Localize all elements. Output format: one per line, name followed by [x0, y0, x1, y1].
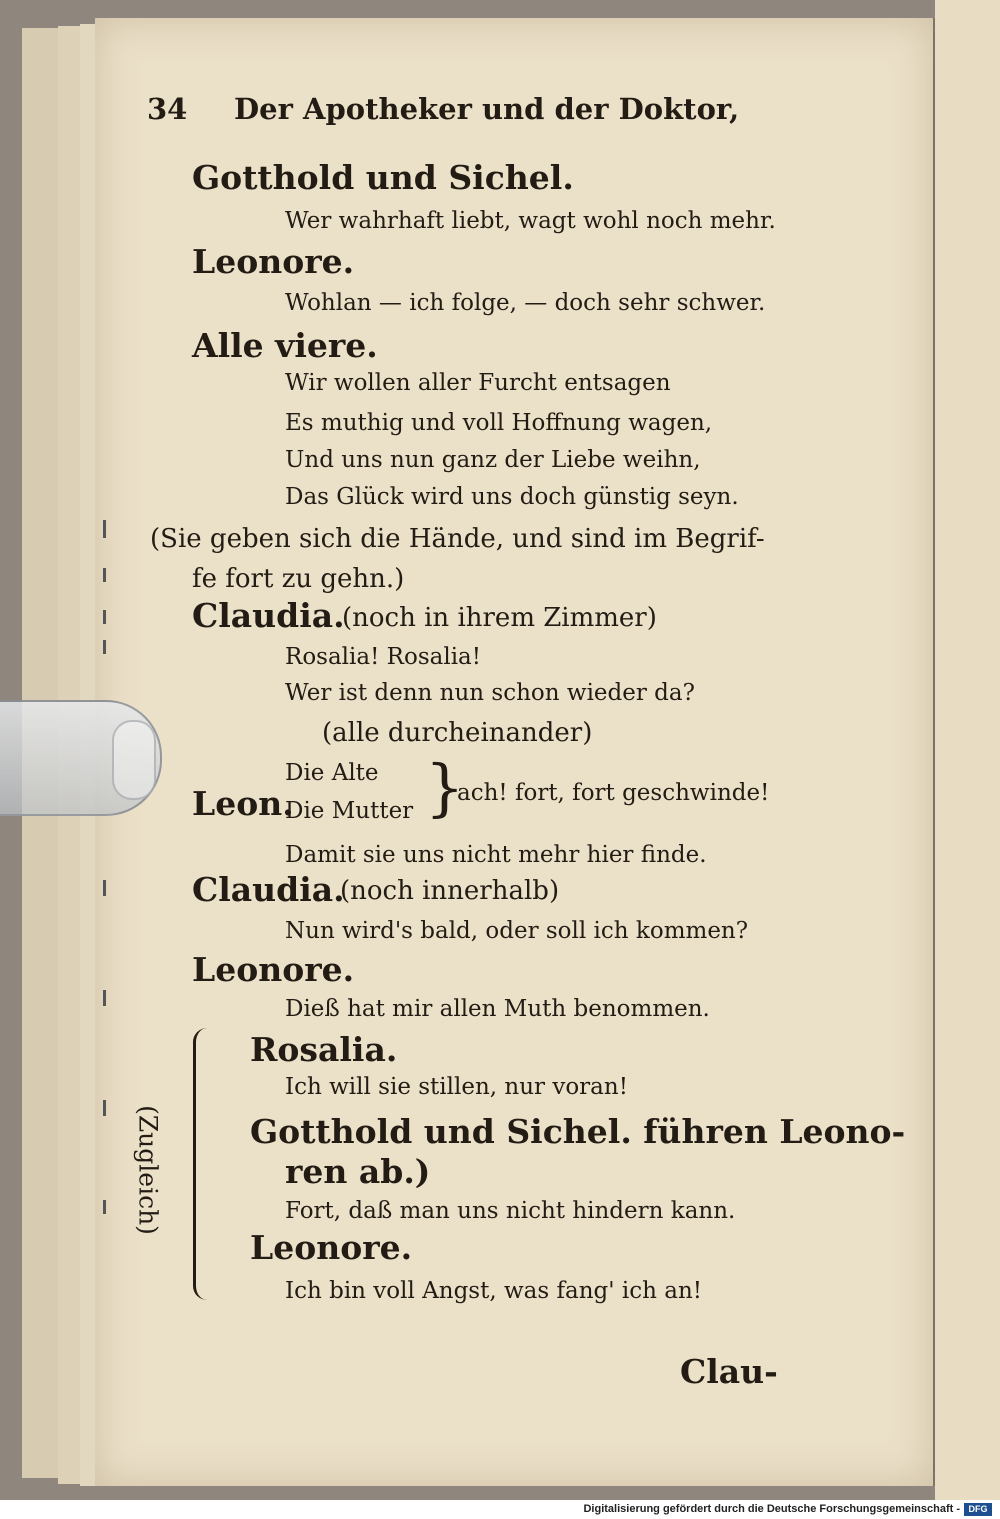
- stage-direction: (noch innerhalb): [340, 876, 560, 906]
- verse-line: Wir wollen aller Furcht entsagen: [285, 370, 671, 396]
- verse-line: Und uns nun ganz der Liebe weihn,: [285, 447, 701, 473]
- stage-direction: (Sie geben sich die Hände, und sind im Begrif-: [150, 524, 765, 554]
- verse-line: Damit sie uns nicht mehr hier finde.: [285, 842, 707, 868]
- speaker-gotthold-sichel: Gotthold und Sichel.: [192, 158, 574, 197]
- clip-highlight: [112, 720, 156, 800]
- verse-line: Rosalia! Rosalia!: [285, 644, 482, 670]
- verse-line: Dieß hat mir allen Muth benommen.: [285, 996, 710, 1022]
- book-page: [95, 18, 935, 1486]
- character-name: Die Alte: [285, 760, 379, 786]
- speaker-claudia: Claudia.: [192, 870, 345, 909]
- speaker-claudia: Claudia.: [192, 596, 345, 635]
- dfg-logo: DFG: [964, 1503, 992, 1516]
- verse-line: Fort, daß man uns nicht hindern kann.: [285, 1198, 736, 1224]
- binding-mark: [103, 1200, 106, 1214]
- speaker-leonore: Leonore.: [250, 1228, 413, 1267]
- verse-line: Ich will sie stillen, nur voran!: [285, 1074, 628, 1100]
- speaker-leonore: Leonore.: [192, 242, 355, 281]
- speaker-alle-viere: Alle viere.: [192, 326, 378, 365]
- page-clip: [0, 700, 162, 816]
- stage-direction: (alle durcheinander): [322, 718, 593, 748]
- stage-direction: ren ab.): [285, 1152, 431, 1191]
- zugleich-label: (Zugleich): [133, 1105, 163, 1235]
- binding-mark: [103, 568, 106, 582]
- verse-line: Wer ist denn nun schon wieder da?: [285, 680, 695, 706]
- verse-line: Wohlan — ich folge, — doch sehr schwer.: [285, 290, 766, 316]
- verse-line: Wer wahrhaft liebt, wagt wohl noch mehr.: [285, 208, 776, 234]
- binding-mark: [103, 610, 106, 624]
- binding-mark: [103, 990, 106, 1006]
- binding-mark: [103, 640, 106, 654]
- speaker-leonore: Leonore.: [192, 950, 355, 989]
- verse-line: Nun wird's bald, oder soll ich kommen?: [285, 918, 749, 944]
- binding-mark: [103, 880, 106, 896]
- verse-line: ach! fort, fort geschwinde!: [457, 780, 770, 806]
- footer-credit: Digitalisierung gefördert durch die Deutsche Forschungsgemeinschaft -: [583, 1503, 960, 1515]
- stage-direction: fe fort zu gehn.): [192, 564, 405, 594]
- binding-mark: [103, 520, 106, 538]
- stage-direction: (noch in ihrem Zimmer): [342, 603, 657, 633]
- verse-line: Ich bin voll Angst, was fang' ich an!: [285, 1278, 703, 1304]
- speaker-gotthold-sichel: Gotthold und Sichel. führen Leono-: [250, 1112, 906, 1151]
- page-number: 34: [147, 92, 188, 126]
- character-name: Die Mutter: [285, 798, 414, 824]
- speaker-leon: Leon.: [192, 784, 294, 823]
- verse-line: Das Glück wird uns doch günstig seyn.: [285, 484, 739, 510]
- brace: }: [425, 751, 465, 824]
- verse-line: Es muthig und voll Hoffnung wagen,: [285, 410, 713, 436]
- running-head: Der Apotheker und der Doktor,: [234, 92, 740, 126]
- footer-bar: [0, 1500, 1000, 1519]
- catchword: Clau-: [680, 1352, 778, 1391]
- large-bracket: [193, 1028, 212, 1300]
- speaker-rosalia: Rosalia.: [250, 1030, 398, 1069]
- binding-mark: [103, 1100, 106, 1116]
- facing-page-edge: [935, 0, 1000, 1500]
